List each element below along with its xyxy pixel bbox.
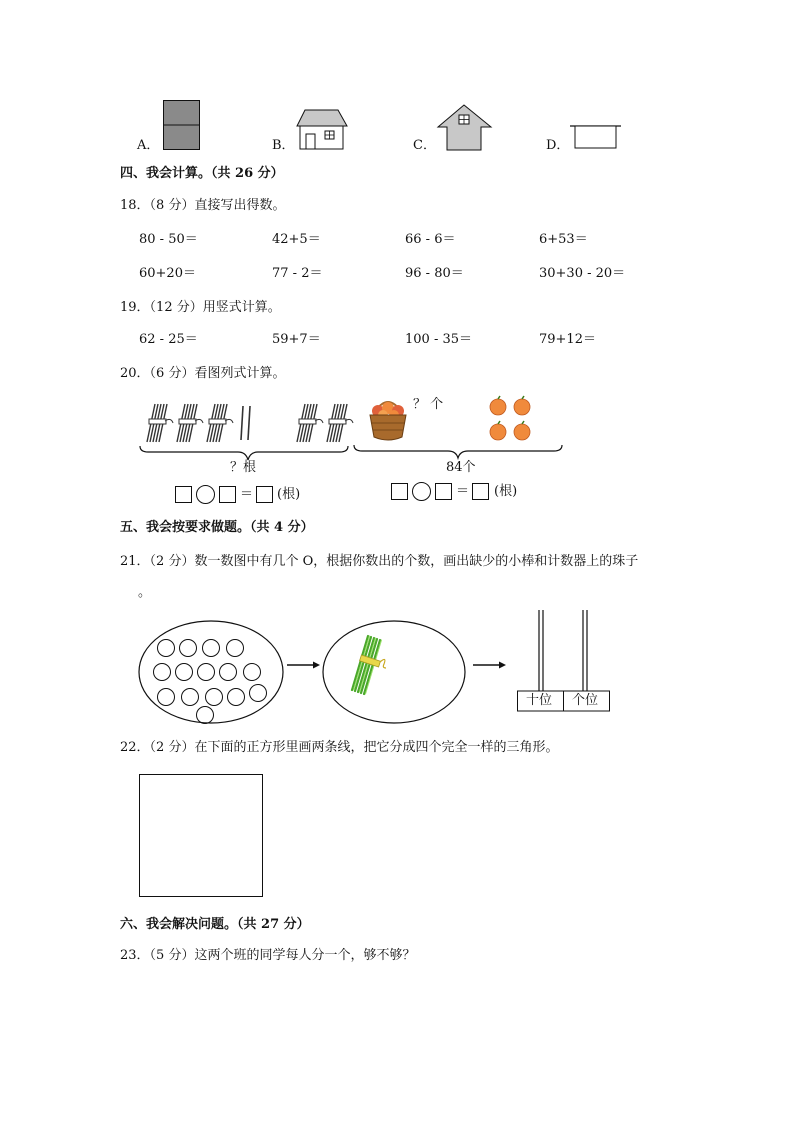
drawing-square[interactable]	[139, 774, 263, 897]
option-a-figure	[163, 100, 201, 150]
answer-box[interactable]	[175, 486, 192, 503]
answer-box[interactable]	[435, 483, 452, 500]
q19-c4: 79+12＝	[539, 332, 596, 347]
answer-box[interactable]	[219, 486, 236, 503]
option-b-label: B．	[272, 138, 295, 153]
q18-r1-c3: 66 - 6＝	[405, 232, 456, 247]
q23-title: 23．（5 分）这两个班的同学每人分一个，够不够？	[120, 948, 416, 963]
option-d-label: D．	[546, 138, 570, 153]
option-b-figure	[296, 109, 348, 151]
section-5-heading: 五、我会按要求做题。（共 4 分）	[120, 520, 314, 535]
q21-title-continuation: 。	[138, 585, 152, 600]
q19-c1: 62 - 25＝	[139, 332, 198, 347]
q20-stick-bundles	[140, 400, 355, 460]
section-4-heading: 四、我会计算。（共 26 分）	[120, 166, 284, 181]
operator-circle[interactable]	[412, 482, 431, 501]
tens-place-label: 十位	[526, 693, 553, 708]
arrow-icon	[473, 660, 507, 670]
q19-title: 19．（12 分）用竖式计算。	[120, 300, 281, 315]
answer-box[interactable]	[391, 483, 408, 500]
q18-title: 18．（8 分）直接写出得数。	[120, 198, 286, 213]
option-c-label: C．	[413, 138, 436, 153]
q20-title: 20．（6 分）看图列式计算。	[120, 366, 286, 381]
q19-c2: 59+7＝	[272, 332, 321, 347]
unit-label: (根)	[494, 484, 518, 499]
unit-label: (根)	[277, 487, 301, 502]
q21-bundle-ellipse	[322, 620, 466, 726]
answer-box[interactable]	[472, 483, 489, 500]
q20-basket-peaches	[352, 393, 567, 458]
q19-c3: 100 - 35＝	[405, 332, 473, 347]
option-a-label: A．	[137, 138, 160, 153]
q20-right-unknown-label: ？ 个	[413, 397, 444, 412]
q18-r2-c2: 77 - 2＝	[272, 266, 323, 281]
equal-sign: ＝	[240, 487, 254, 502]
q21-title: 21．（2 分）数一数图中有几个 O，根据你数出的个数，画出缺少的小棒和计数器上的珠子	[120, 554, 639, 569]
q18-r2-c4: 30+30 - 20＝	[539, 266, 626, 281]
option-d-figure	[570, 125, 622, 149]
q18-r2-c1: 60+20＝	[139, 266, 196, 281]
q18-r1-c2: 42+5＝	[272, 232, 321, 247]
q21-circles-ellipse	[138, 620, 284, 726]
q18-r1-c4: 6+53＝	[539, 232, 588, 247]
q22-title: 22．（2 分）在下面的正方形里画两条线，把它分成四个完全一样的三角形。	[120, 740, 559, 755]
equal-sign: ＝	[456, 484, 470, 499]
q18-r2-c3: 96 - 80＝	[405, 266, 464, 281]
ones-place-label: 个位	[572, 693, 599, 708]
operator-circle[interactable]	[196, 485, 215, 504]
arrow-icon	[287, 660, 321, 670]
q18-r1-c1: 80 - 50＝	[139, 232, 198, 247]
option-c-figure	[437, 104, 493, 151]
q20-right-total-label: 84个	[446, 460, 476, 475]
q20-left-total-label: ？根	[230, 460, 257, 475]
answer-box[interactable]	[256, 486, 273, 503]
section-6-heading: 六、我会解决问题。（共 27 分）	[120, 917, 310, 932]
